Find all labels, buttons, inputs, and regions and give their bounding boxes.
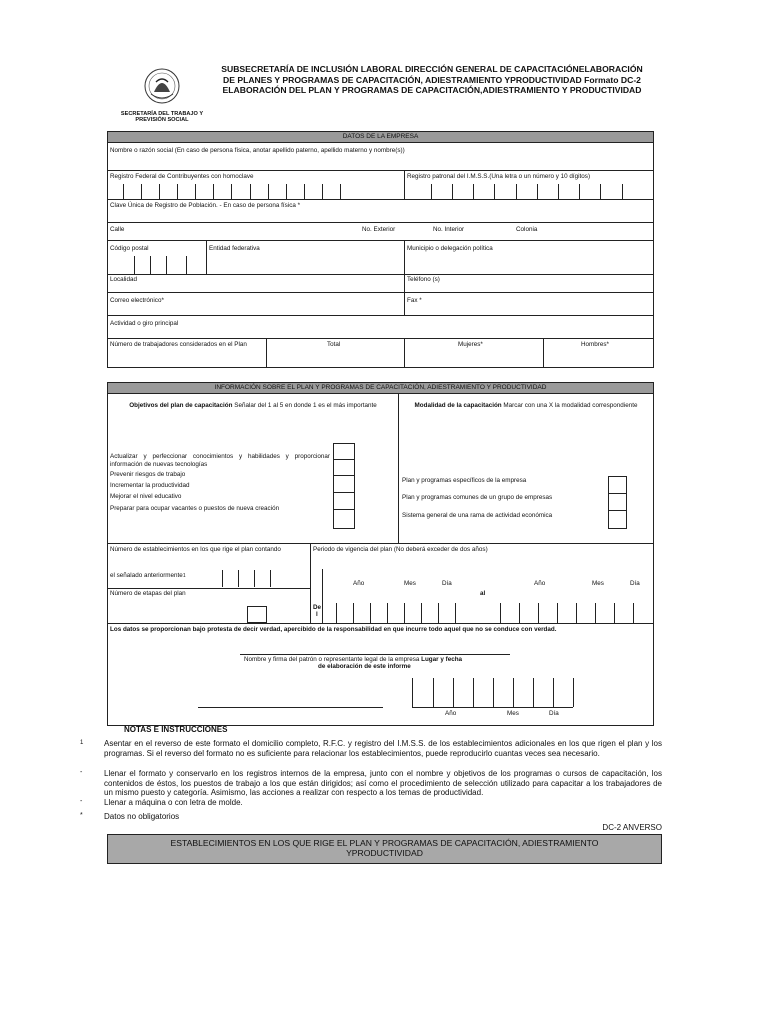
objetivos-heading-rest: Señalar del 1 al 5 en donde 1 es el más importante [232, 402, 377, 409]
objetivo-rank-box-5[interactable] [333, 509, 355, 529]
label-lugar-fecha: Lugar y fecha [419, 656, 463, 663]
total-field[interactable] [267, 348, 404, 368]
modalidad-check-2[interactable] [608, 493, 627, 511]
correo-field[interactable] [107, 293, 404, 315]
modalidad-especificos: Plan y programas específicos de la empresa [402, 477, 527, 484]
actividad-field[interactable] [107, 316, 654, 338]
label-correo: Correo electrónico* [110, 297, 164, 304]
fecha-mes-label: Mes [507, 710, 519, 717]
label-municipio: Municipio o delegación política [407, 245, 493, 252]
page-title [212, 64, 652, 96]
fecha-elaboracion-field[interactable] [412, 678, 573, 707]
nota-1-marker: 1 [80, 740, 84, 746]
fecha-anio-label: Año [445, 710, 457, 717]
objetivo-rank-box-1[interactable] [333, 443, 355, 460]
nota-2-text: Llenar el formato y conservarlo en los registros internos de la empresa, junto con el nombre y objetivos de los programas o cursos de capacitación, los contenidos de éstos, los puestos de trabajo a los que están dirigidos; así como el procedimiento de selección utilizado para capacitar a los trabajadores de un mismo puesto y categoría. Asimismo, las acciones a realizar con respecto a los temas de productividad. [104, 769, 662, 797]
objetivo-rank-box-4[interactable] [333, 492, 355, 510]
modalidad-sistema: Sistema general de una rama de actividad económica [402, 512, 553, 519]
vigencia-fin-mes: Mes [592, 580, 604, 587]
label-imss: Registro patronal del I.M.S.S.(Una letra o un número y 10 dígitos) [407, 173, 591, 180]
modalidad-heading [402, 402, 650, 410]
label-trabajadores: Número de trabajadores considerados en el Plan [110, 341, 247, 348]
objetivo-riesgos: Prevenir riesgos de trabajo [110, 471, 186, 478]
modalidad-check-1[interactable] [608, 476, 627, 494]
objetivo-rank-box-3[interactable] [333, 475, 355, 493]
label-de: De [313, 604, 322, 611]
vigencia-fin-field[interactable] [495, 600, 653, 623]
vigencia-inicio-mes: Mes [404, 580, 416, 587]
modalidad-check-3[interactable] [608, 510, 627, 529]
label-curp: Clave Única de Registro de Población. - En caso de persona física * [110, 202, 301, 209]
domicilio-field[interactable] [107, 223, 654, 240]
curp-field[interactable] [107, 209, 654, 222]
vigencia-inicio-anio: Año [353, 580, 365, 587]
entidad-field[interactable] [207, 252, 404, 274]
rfc-field[interactable] [107, 180, 404, 199]
vigencia-inicio-dia: Día [442, 580, 452, 587]
label-localidad: Localidad [110, 276, 137, 283]
modalidad-heading-bold: Modalidad de la capacitación [414, 402, 502, 409]
mujeres-field[interactable] [405, 348, 543, 368]
establecimientos-field[interactable] [216, 568, 276, 588]
protesta-text: Los datos se proporcionan bajo protesta de decir verdad, apercibido de la responsabilidad en que incurre todo aquel que no se conduce con verdad. [110, 626, 557, 633]
plan-section [107, 382, 654, 726]
nota-3-text: Llenar a máquina o con letra de molde. [104, 798, 243, 807]
vigencia-fin-dia: Día [630, 580, 640, 587]
label-vigencia: Periodo de vigencia del plan (No deberá exceder de dos años) [313, 546, 488, 553]
nota-2-marker: - [80, 769, 83, 776]
title-line-2: DE PLANES Y PROGRAMAS DE CAPACITACIÓN, ADIESTRAMIENTO YPRODUCTIVIDAD Formato DC-2 [223, 74, 641, 85]
telefono-field[interactable] [405, 275, 654, 292]
logo-caption: SECRETARÍA DEL TRABAJO Y PREVISIÓN SOCIAL [120, 111, 204, 124]
municipio-field[interactable] [405, 252, 654, 274]
label-rfc: Registro Federal de Contribuyentes con homoclave [110, 173, 254, 180]
label-actividad: Actividad o giro principal [110, 320, 179, 327]
objetivo-rank-box-2[interactable] [333, 459, 355, 476]
label-no-interior: No. Interior [433, 226, 465, 233]
objetivo-vacantes: Preparar para ocupar vacantes o puestos de nueva creación [110, 505, 280, 512]
label-de-suffix: l [316, 611, 318, 618]
label-lugar-fecha-2: de elaboración de este informe [318, 663, 411, 670]
hombres-field[interactable] [544, 348, 654, 368]
label-calle: Calle [110, 226, 125, 233]
nota-1-text: Asentar en el reverso de este formato el domicilio completo, R.F.C. y registro del I.M.S.S. de los establecimientos adicionales en los que rigen el plan y los programas. Si el reverso del formato no es suficiente para relacionar los establecimientos, puede reproducirlo cuantas veces sea necesario. [104, 739, 662, 758]
notas-title: NOTAS E INSTRUCCIONES [124, 725, 228, 734]
label-al: al [480, 590, 486, 597]
vigencia-inicio-field[interactable] [323, 600, 463, 623]
plan-section-title: INFORMACIÓN SOBRE EL PLAN Y PROGRAMAS DE CAPACITACIÓN, ADIESTRAMIENTO Y PRODUCTIVIDAD [107, 382, 654, 394]
objetivo-actualizar: Actualizar y perfeccionar conocimientos y habilidades y proporcionar información de nuevas tecnologías [110, 453, 330, 468]
modalidad-comunes: Plan y programas comunes de un grupo de empresas [402, 494, 553, 501]
label-telefono: Teléfono (s) [407, 276, 440, 283]
nombre-field[interactable] [107, 147, 654, 170]
lugar-field[interactable] [198, 700, 383, 708]
label-hombres: Hombres* [581, 341, 609, 348]
label-etapas: Número de etapas del plan [110, 590, 186, 597]
label-firma-text: Nombre y firma del patrón o representante legal de la empresa [244, 656, 420, 663]
codigo-postal-field[interactable] [107, 252, 206, 274]
objetivos-heading-bold: Objetivos del plan de capacitación [129, 402, 233, 409]
localidad-field[interactable] [107, 275, 404, 292]
label-mujeres: Mujeres* [458, 341, 483, 348]
objetivo-productividad: Incrementar la productividad [110, 482, 190, 489]
label-total: Total [327, 341, 341, 348]
nota-3-marker: - [80, 798, 83, 805]
label-nombre: Nombre o razón social (En caso de persona física, anotar apellido paterno, apellido materno y nombre(s)) [110, 147, 405, 154]
label-senalado [110, 572, 186, 581]
label-establecimientos: Número de establecimientos en los que rige el plan contando [110, 546, 281, 553]
empresa-section-title: DATOS DE LA EMPRESA [107, 131, 654, 143]
label-codigo-postal: Código postal [110, 245, 149, 252]
label-entidad: Entidad federativa [209, 245, 260, 252]
vigencia-fin-anio: Año [534, 580, 546, 587]
footnote-marker: 1 [182, 573, 186, 579]
nota-4-marker: * [80, 812, 83, 819]
etapas-field[interactable] [247, 606, 267, 623]
label-senalado-text: el señalado anteriormente [110, 572, 183, 579]
label-fax: Fax * [407, 297, 422, 304]
objetivo-nivel-educativo: Mejorar el nivel educativo [110, 493, 182, 500]
modalidad-heading-rest: Marcar con una X la modalidad correspondiente [501, 402, 638, 409]
nota-4-text: Datos no obligatorios [104, 812, 180, 821]
label-colonia: Colonia [516, 226, 538, 233]
anverso-label: DC-2 ANVERSO [602, 823, 662, 832]
fax-field[interactable] [405, 293, 654, 315]
label-no-exterior: No. Exterior [362, 226, 396, 233]
fecha-dia-label: Día [549, 710, 559, 717]
title-line-3: ELABORACIÓN DEL PLAN Y PROGRAMAS DE CAPACITACIÓN,ADIESTRAMIENTO Y PRODUCTIVIDAD [222, 85, 642, 95]
establecimientos-title: ESTABLECIMIENTOS EN LOS QUE RIGE EL PLAN Y PROGRAMAS DE CAPACITACIÓN, ADIESTRAMIENTO YPRODUCTIVIDAD [107, 834, 662, 864]
imss-field[interactable] [405, 180, 654, 199]
title-line-1: SUBSECRETARÍA DE INCLUSIÓN LABORAL DIRECCIÓN GENERAL DE CAPACITACIÓNELABORACIÓN [221, 64, 643, 74]
objetivos-heading [112, 402, 394, 410]
